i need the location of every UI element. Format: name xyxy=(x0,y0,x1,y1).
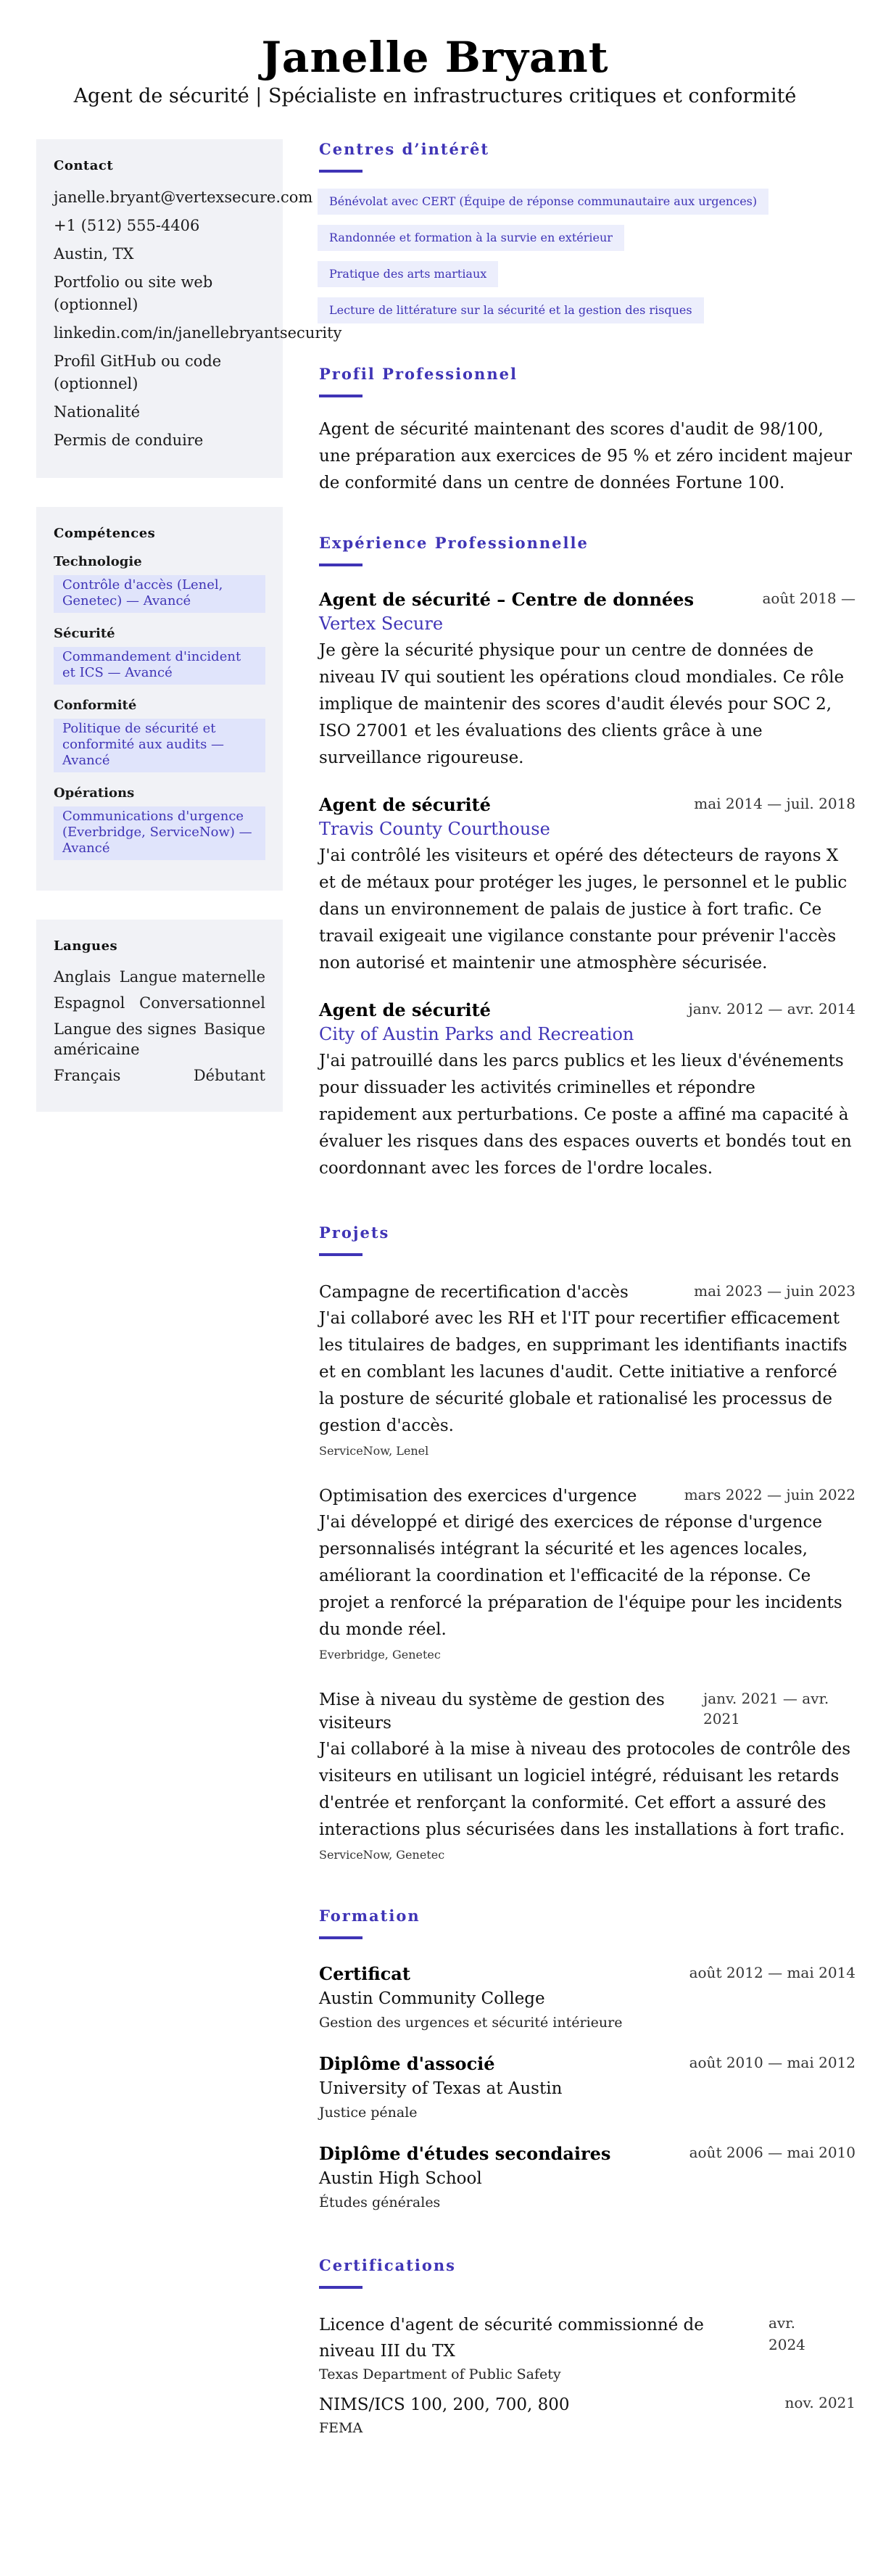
languages-title: Langues xyxy=(54,938,118,954)
contact-card xyxy=(36,139,342,478)
profile-summary: Agent de sécurité maintenant des scores d'audit de 98/100, une préparation aux exercices de 95 % et zéro incident majeur de conformité dans un centre de données Fortune 100. xyxy=(319,420,853,492)
language-level: Conversationnel xyxy=(139,994,265,1012)
certification-issuer: Texas Department of Public Safety xyxy=(319,2366,561,2382)
education-entry xyxy=(319,1962,856,2034)
job-title: Agent de sécurité xyxy=(319,999,491,1020)
project-entry xyxy=(319,1688,856,1864)
education-dates: août 2006 — mai 2010 xyxy=(689,2144,856,2161)
education-dates: août 2012 — mai 2014 xyxy=(689,1964,856,1981)
language-row xyxy=(54,1019,265,1060)
interests-section xyxy=(319,139,856,334)
field-of-study: Justice pénale xyxy=(319,2105,418,2121)
field-of-study: Études générales xyxy=(319,2195,441,2210)
job-employer: City of Austin Parks and Recreation xyxy=(319,1024,634,1044)
project-description: J'ai collaboré à la mise à niveau des protocoles de contrôle des visiteurs en utilisant un logiciel intégré, réduisant les retards d'entrée et renforçant la conformité. Cet effort a assuré des interactions plus sécurisées dans les installations à fort trafic. xyxy=(319,1740,851,1839)
projects-title: Projets xyxy=(319,1223,390,1242)
skills-title: Compétences xyxy=(54,526,156,541)
certification-entry xyxy=(319,2312,856,2385)
contact-nationality: Nationalité xyxy=(54,403,141,421)
job-description: J'ai patrouillé dans les parcs publics et les lieux d'événements pour dissuader les activités criminelles et répondre rapidement aux perturbations. Ce poste a affiné ma capacité à évaluer les risques dans des espaces ouverts et bondés tout en coordonnant avec les forces de l'ordre locales. xyxy=(319,1052,852,1178)
school: University of Texas at Austin xyxy=(319,2079,563,2098)
contact-linkedin[interactable]: linkedin.com/in/janellebryantsecurity xyxy=(54,324,342,342)
experience-entry xyxy=(319,588,856,772)
section-divider xyxy=(319,1253,362,1256)
project-technologies: ServiceNow, Genetec xyxy=(319,1848,445,1862)
experience-section xyxy=(319,533,856,1182)
certification-issuer: FEMA xyxy=(319,2420,363,2436)
skill-chip: Contrôle d'accès (Lenel, Genetec) — Avancé xyxy=(54,575,265,613)
school: Austin High School xyxy=(319,2169,482,2188)
skill-category-operations: Opérations xyxy=(54,785,135,801)
project-title: Optimisation des exercices d'urgence xyxy=(319,1487,637,1506)
skill-chip: Communications d'urgence (Everbridge, ServiceNow) — Avancé xyxy=(54,806,265,860)
contact-github[interactable]: Profil GitHub ou code (optionnel) xyxy=(54,352,222,392)
job-dates: mai 2014 — juil. 2018 xyxy=(694,795,856,812)
contact-portfolio[interactable]: Portfolio ou site web (optionnel) xyxy=(54,273,213,313)
interests-list xyxy=(319,189,856,334)
section-divider xyxy=(319,170,362,173)
education-title: Formation xyxy=(319,1907,420,1925)
education-entry xyxy=(319,2142,856,2213)
contact-title: Contact xyxy=(54,158,114,173)
project-dates: mai 2023 — juin 2023 xyxy=(694,1282,856,1300)
certifications-title: Certifications xyxy=(319,2256,456,2274)
experience-entry xyxy=(319,793,856,977)
skills-card xyxy=(36,507,283,891)
project-technologies: Everbridge, Genetec xyxy=(319,1648,441,1661)
certification-name: Licence d'agent de sécurité commissionné de niveau III du TX xyxy=(319,2316,704,2361)
interest-chip: Pratique des arts martiaux xyxy=(318,261,498,287)
language-level: Débutant xyxy=(193,1067,265,1084)
language-row xyxy=(54,1065,265,1086)
project-dates: janv. 2021 — avr. 2021 xyxy=(703,1690,829,1727)
project-entry xyxy=(319,1485,856,1664)
degree: Diplôme d'associé xyxy=(319,2053,495,2074)
projects-section xyxy=(319,1223,856,1864)
project-title: Campagne de recertification d'accès xyxy=(319,1283,629,1302)
contact-location: Austin, TX xyxy=(54,245,134,263)
profile-title: Profil Professionnel xyxy=(319,365,518,383)
job-title: Agent de sécurité – Centre de données xyxy=(319,589,694,610)
section-divider xyxy=(319,395,362,397)
project-technologies: ServiceNow, Lenel xyxy=(319,1444,429,1458)
contact-email[interactable]: janelle.bryant@vertexsecure.com xyxy=(54,189,313,206)
project-description: J'ai collaboré avec les RH et l'IT pour recertifier efficacement les titulaires de badges, en supprimant les identifiants inactifs et en comblant les lacunes d'audit. Cette initiative a renforcé la posture de sécurité globale et rationalisé les processus de gestion d'accès. xyxy=(319,1309,848,1435)
certification-date: avr. 2024 xyxy=(768,2314,805,2353)
project-title: Mise à niveau du système de gestion des visiteurs xyxy=(319,1690,665,1733)
language-name: Français xyxy=(54,1067,121,1084)
certification-date: nov. 2021 xyxy=(784,2394,856,2411)
degree: Diplôme d'études secondaires xyxy=(319,2143,611,2164)
certification-entry xyxy=(319,2392,856,2438)
skill-category-technology: Technologie xyxy=(54,554,142,569)
certification-name: NIMS/ICS 100, 200, 700, 800 xyxy=(319,2395,570,2414)
education-dates: août 2010 — mai 2012 xyxy=(689,2054,856,2071)
section-divider xyxy=(319,1936,362,1939)
contact-phone[interactable]: +1 (512) 555-4406 xyxy=(54,217,200,234)
skill-category-compliance: Conformité xyxy=(54,698,137,713)
project-dates: mars 2022 — juin 2022 xyxy=(684,1486,856,1503)
main-content xyxy=(319,139,856,2467)
interest-chip: Lecture de littérature sur la sécurité et la gestion des risques xyxy=(318,297,704,323)
resume-header xyxy=(0,0,870,110)
certifications-section xyxy=(319,2255,856,2438)
interests-title: Centres d’intérêt xyxy=(319,140,490,158)
language-name: Anglais xyxy=(54,968,111,986)
section-divider xyxy=(319,564,362,566)
contact-driving-license: Permis de conduire xyxy=(54,432,204,449)
experience-entry xyxy=(319,999,856,1182)
language-row xyxy=(54,967,265,987)
profile-section xyxy=(319,364,856,497)
degree: Certificat xyxy=(319,1963,410,1984)
job-description: J'ai contrôlé les visiteurs et opéré des détecteurs de rayons X et de métaux pour protéger les juges, le personnel et le public dans un environnement de palais de justice à fort trafic. Ce travail exigeait une vigilance constante pour prévenir l'accès non autorisé et maintenir une atmosphère sécurisée. xyxy=(319,846,848,973)
field-of-study: Gestion des urgences et sécurité intérieure xyxy=(319,2015,623,2031)
interest-chip: Randonnée et formation à la survie en extérieur xyxy=(318,225,624,251)
school: Austin Community College xyxy=(319,1989,545,2008)
education-section xyxy=(319,1906,856,2213)
candidate-headline: Agent de sécurité | Spécialiste en infrastructures critiques et conformité xyxy=(73,85,797,107)
job-employer: Travis County Courthouse xyxy=(319,819,550,839)
language-name: Espagnol xyxy=(54,994,125,1012)
language-level: Basique xyxy=(204,1020,265,1038)
project-description: J'ai développé et dirigé des exercices de réponse d'urgence personnalisés intégrant la sécurité et les agences locales, améliorant la coordination et l'efficacité de la réponse. Ce projet a renforcé la préparation de l'équipe pour les incidents du monde réel. xyxy=(319,1513,842,1639)
language-name: Langue des signes américaine xyxy=(54,1020,197,1058)
language-row xyxy=(54,993,265,1013)
job-dates: janv. 2012 — avr. 2014 xyxy=(688,1000,856,1017)
resume-layout xyxy=(0,139,870,2467)
skill-chip: Commandement d'incident et ICS — Avancé xyxy=(54,647,265,685)
skill-category-security: Sécurité xyxy=(54,626,115,641)
job-description: Je gère la sécurité physique pour un centre de données de niveau IV qui soutient les opérations cloud mondiales. Ce rôle implique de maintenir des scores d'audit élevés pour SOC 2, ISO 27001 et les évaluations des clients grâce à une surveillance rigoureuse. xyxy=(319,641,845,767)
job-employer: Vertex Secure xyxy=(319,614,444,634)
job-title: Agent de sécurité xyxy=(319,794,491,815)
candidate-name: Janelle Bryant xyxy=(261,33,609,82)
education-entry xyxy=(319,2052,856,2123)
languages-card xyxy=(36,920,283,1112)
experience-title: Expérience Professionnelle xyxy=(319,534,589,552)
skill-chip: Politique de sécurité et conformité aux audits — Avancé xyxy=(54,719,265,772)
language-level: Langue maternelle xyxy=(119,968,265,986)
interest-chip: Bénévolat avec CERT (Équipe de réponse communautaire aux urgences) xyxy=(318,189,768,215)
job-dates: août 2018 — xyxy=(762,590,856,607)
project-entry xyxy=(319,1281,856,1460)
section-divider xyxy=(319,2286,362,2289)
